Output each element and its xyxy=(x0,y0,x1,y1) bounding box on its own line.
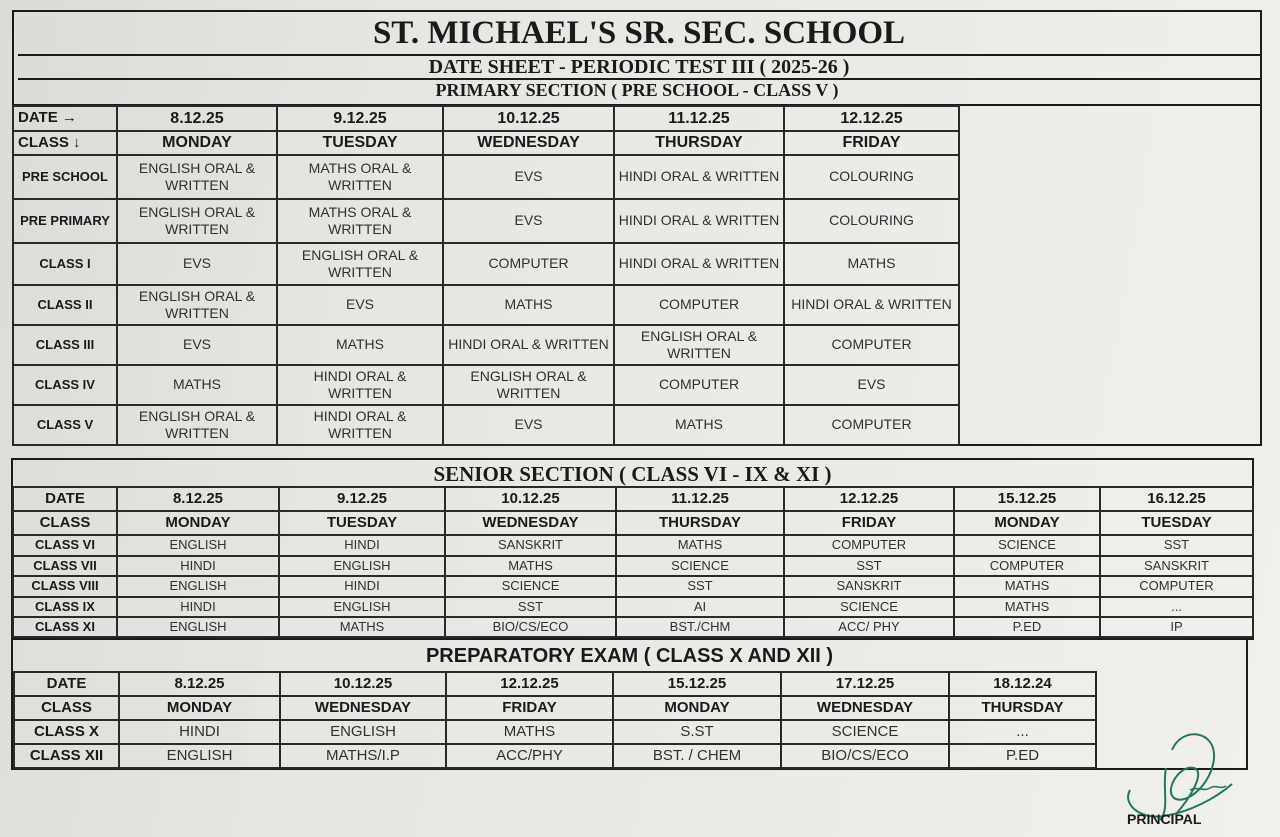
day-cell: THURSDAY xyxy=(616,511,784,535)
senior-table xyxy=(12,486,1254,638)
subject-cell: ... xyxy=(1100,597,1253,617)
date-cell: 18.12.24 xyxy=(949,672,1096,696)
date-cell: 9.12.25 xyxy=(279,487,445,511)
subject-cell: EVS xyxy=(443,199,614,243)
date-cell: 12.12.25 xyxy=(446,672,613,696)
class-name-cell: PRE PRIMARY xyxy=(13,199,117,243)
day-cell: TUESDAY xyxy=(1100,511,1253,535)
class-label: CLASS ↓ xyxy=(13,131,117,155)
subject-cell: HINDI ORAL & WRITTEN xyxy=(614,199,784,243)
day-row xyxy=(13,131,959,155)
subject-cell: HINDI xyxy=(279,576,445,597)
subject-cell: SCIENCE xyxy=(445,576,616,597)
subject-cell: EVS xyxy=(277,285,443,325)
school-name: ST. MICHAEL'S SR. SEC. SCHOOL xyxy=(18,12,1260,56)
datesheet-title: DATE SHEET - PERIODIC TEST III ( 2025-26 ) xyxy=(18,56,1260,80)
date-cell: 16.12.25 xyxy=(1100,487,1253,511)
subject-cell: ACC/ PHY xyxy=(784,617,954,637)
day-cell: WEDNESDAY xyxy=(280,696,446,720)
subject-cell: EVS xyxy=(443,405,614,445)
class-name-cell: CLASS XII xyxy=(14,744,119,768)
date-cell: 8.12.25 xyxy=(117,106,277,131)
day-cell: MONDAY xyxy=(117,131,277,155)
subject-cell: MATHS xyxy=(277,325,443,365)
date-cell: 15.12.25 xyxy=(613,672,781,696)
day-cell: FRIDAY xyxy=(784,131,959,155)
subject-cell: MATHS xyxy=(446,720,613,744)
subject-cell: ENGLISH xyxy=(117,617,279,637)
class-row xyxy=(13,285,959,325)
subject-cell: P.ED xyxy=(949,744,1096,768)
subject-cell: HINDI xyxy=(117,556,279,576)
date-row xyxy=(14,672,1096,696)
subject-cell: COLOURING xyxy=(784,155,959,199)
class-name-cell: PRE SCHOOL xyxy=(13,155,117,199)
subject-cell: ENGLISH xyxy=(279,556,445,576)
subject-cell: COMPUTER xyxy=(614,285,784,325)
class-name-cell: CLASS VIII xyxy=(13,576,117,597)
day-cell: MONDAY xyxy=(117,511,279,535)
day-cell: TUESDAY xyxy=(279,511,445,535)
day-cell: MONDAY xyxy=(613,696,781,720)
class-row xyxy=(14,720,1096,744)
day-cell: THURSDAY xyxy=(614,131,784,155)
class-name-cell: CLASS VII xyxy=(13,556,117,576)
subject-cell: COMPUTER xyxy=(784,405,959,445)
subject-cell: SANSKRIT xyxy=(445,535,616,556)
class-name-cell: CLASS V xyxy=(13,405,117,445)
subject-cell: ENGLISH xyxy=(117,576,279,597)
subject-cell: HINDI xyxy=(279,535,445,556)
principal-label: PRINCIPAL xyxy=(1127,811,1202,827)
subject-cell: HINDI ORAL & WRITTEN xyxy=(614,243,784,285)
day-cell: MONDAY xyxy=(119,696,280,720)
subject-cell: ENGLISH ORAL & WRITTEN xyxy=(117,199,277,243)
prep-section-title: PREPARATORY EXAM ( CLASS X AND XII ) xyxy=(425,645,834,667)
date-label: DATE xyxy=(13,487,117,511)
date-row xyxy=(13,487,1253,511)
date-cell: 10.12.25 xyxy=(280,672,446,696)
class-name-cell: CLASS X xyxy=(14,720,119,744)
subject-cell: SCIENCE xyxy=(616,556,784,576)
class-row xyxy=(13,243,959,285)
subject-cell: COMPUTER xyxy=(1100,576,1253,597)
subject-cell: ENGLISH ORAL & WRITTEN xyxy=(277,243,443,285)
date-cell: 12.12.25 xyxy=(784,487,954,511)
subject-cell: ENGLISH xyxy=(280,720,446,744)
date-label: DATE → xyxy=(13,106,117,131)
class-row xyxy=(13,576,1253,597)
date-cell: 8.12.25 xyxy=(117,487,279,511)
class-name-cell: CLASS IX xyxy=(13,597,117,617)
subject-cell: HINDI ORAL & WRITTEN xyxy=(277,365,443,405)
subject-cell: EVS xyxy=(443,155,614,199)
class-name-cell: CLASS XI xyxy=(13,617,117,637)
class-row xyxy=(14,744,1096,768)
subject-cell: ENGLISH ORAL & WRITTEN xyxy=(443,365,614,405)
subject-cell: SANSKRIT xyxy=(1100,556,1253,576)
subject-cell: MATHS xyxy=(117,365,277,405)
subject-cell: COMPUTER xyxy=(954,556,1100,576)
class-row xyxy=(13,199,959,243)
subject-cell: S.ST xyxy=(613,720,781,744)
class-row xyxy=(13,535,1253,556)
date-cell: 10.12.25 xyxy=(443,106,614,131)
subject-cell: HINDI ORAL & WRITTEN xyxy=(443,325,614,365)
day-cell: WEDNESDAY xyxy=(443,131,614,155)
subject-cell: MATHS xyxy=(954,597,1100,617)
subject-cell: ENGLISH ORAL & WRITTEN xyxy=(117,405,277,445)
subject-cell: EVS xyxy=(117,325,277,365)
primary-section-title: PRIMARY SECTION ( PRE SCHOOL - CLASS V ) xyxy=(14,80,1260,106)
subject-cell: AI xyxy=(616,597,784,617)
subject-cell: COLOURING xyxy=(784,199,959,243)
day-cell: TUESDAY xyxy=(277,131,443,155)
subject-cell: MATHS ORAL & WRITTEN xyxy=(277,199,443,243)
class-name-cell: CLASS VI xyxy=(13,535,117,556)
day-cell: FRIDAY xyxy=(446,696,613,720)
day-cell: THURSDAY xyxy=(949,696,1096,720)
day-row xyxy=(13,511,1253,535)
subject-cell: IP xyxy=(1100,617,1253,637)
subject-cell: EVS xyxy=(784,365,959,405)
class-row xyxy=(13,155,959,199)
date-cell: 10.12.25 xyxy=(445,487,616,511)
subject-cell: ENGLISH xyxy=(279,597,445,617)
subject-cell: SCIENCE xyxy=(781,720,949,744)
subject-cell: MATHS xyxy=(954,576,1100,597)
class-row xyxy=(13,405,959,445)
class-row xyxy=(13,365,959,405)
subject-cell: ENGLISH xyxy=(117,535,279,556)
subject-cell: ENGLISH ORAL & WRITTEN xyxy=(614,325,784,365)
date-cell: 8.12.25 xyxy=(119,672,280,696)
primary-table xyxy=(12,105,960,446)
prep-table xyxy=(13,671,1097,769)
subject-cell: ... xyxy=(949,720,1096,744)
subject-cell: P.ED xyxy=(954,617,1100,637)
subject-cell: COMPUTER xyxy=(784,325,959,365)
senior-section-title: SENIOR SECTION ( CLASS VI - IX & XI ) xyxy=(433,462,832,486)
subject-cell: COMPUTER xyxy=(443,243,614,285)
class-name-cell: CLASS I xyxy=(13,243,117,285)
subject-cell: COMPUTER xyxy=(614,365,784,405)
subject-cell: ENGLISH xyxy=(119,744,280,768)
day-cell: WEDNESDAY xyxy=(781,696,949,720)
subject-cell: EVS xyxy=(117,243,277,285)
date-cell: 11.12.25 xyxy=(616,487,784,511)
class-label: CLASS xyxy=(14,696,119,720)
subject-cell: MATHS xyxy=(616,535,784,556)
class-row xyxy=(13,617,1253,637)
subject-cell: SST xyxy=(616,576,784,597)
day-cell: FRIDAY xyxy=(784,511,954,535)
date-cell: 17.12.25 xyxy=(781,672,949,696)
class-row xyxy=(13,556,1253,576)
day-row xyxy=(14,696,1096,720)
class-name-cell: CLASS III xyxy=(13,325,117,365)
subject-cell: MATHS/I.P xyxy=(280,744,446,768)
class-name-cell: CLASS IV xyxy=(13,365,117,405)
subject-cell: MATHS xyxy=(279,617,445,637)
day-cell: WEDNESDAY xyxy=(445,511,616,535)
subject-cell: SCIENCE xyxy=(784,597,954,617)
class-row xyxy=(13,597,1253,617)
subject-cell: MATHS xyxy=(443,285,614,325)
subject-cell: ENGLISH ORAL & WRITTEN xyxy=(117,155,277,199)
subject-cell: MATHS xyxy=(445,556,616,576)
class-name-cell: CLASS II xyxy=(13,285,117,325)
subject-cell: HINDI xyxy=(119,720,280,744)
subject-cell: MATHS xyxy=(784,243,959,285)
subject-cell: SCIENCE xyxy=(954,535,1100,556)
subject-cell: MATHS xyxy=(614,405,784,445)
date-cell: 11.12.25 xyxy=(614,106,784,131)
subject-cell: SST xyxy=(445,597,616,617)
date-label: DATE xyxy=(14,672,119,696)
subject-cell: SST xyxy=(784,556,954,576)
subject-cell: ACC/PHY xyxy=(446,744,613,768)
subject-cell: HINDI xyxy=(117,597,279,617)
subject-cell: BIO/CS/ECO xyxy=(781,744,949,768)
date-cell: 15.12.25 xyxy=(954,487,1100,511)
subject-cell: SST xyxy=(1100,535,1253,556)
date-cell: 12.12.25 xyxy=(784,106,959,131)
subject-cell: SANSKRIT xyxy=(784,576,954,597)
date-cell: 9.12.25 xyxy=(277,106,443,131)
subject-cell: HINDI ORAL & WRITTEN xyxy=(277,405,443,445)
subject-cell: HINDI ORAL & WRITTEN xyxy=(614,155,784,199)
subject-cell: HINDI ORAL & WRITTEN xyxy=(784,285,959,325)
subject-cell: BIO/CS/ECO xyxy=(445,617,616,637)
subject-cell: BST. / CHEM xyxy=(613,744,781,768)
class-row xyxy=(13,325,959,365)
subject-cell: BST./CHM xyxy=(616,617,784,637)
subject-cell: ENGLISH ORAL & WRITTEN xyxy=(117,285,277,325)
class-label: CLASS xyxy=(13,511,117,535)
day-cell: MONDAY xyxy=(954,511,1100,535)
subject-cell: MATHS ORAL & WRITTEN xyxy=(277,155,443,199)
subject-cell: COMPUTER xyxy=(784,535,954,556)
date-row xyxy=(13,106,959,131)
